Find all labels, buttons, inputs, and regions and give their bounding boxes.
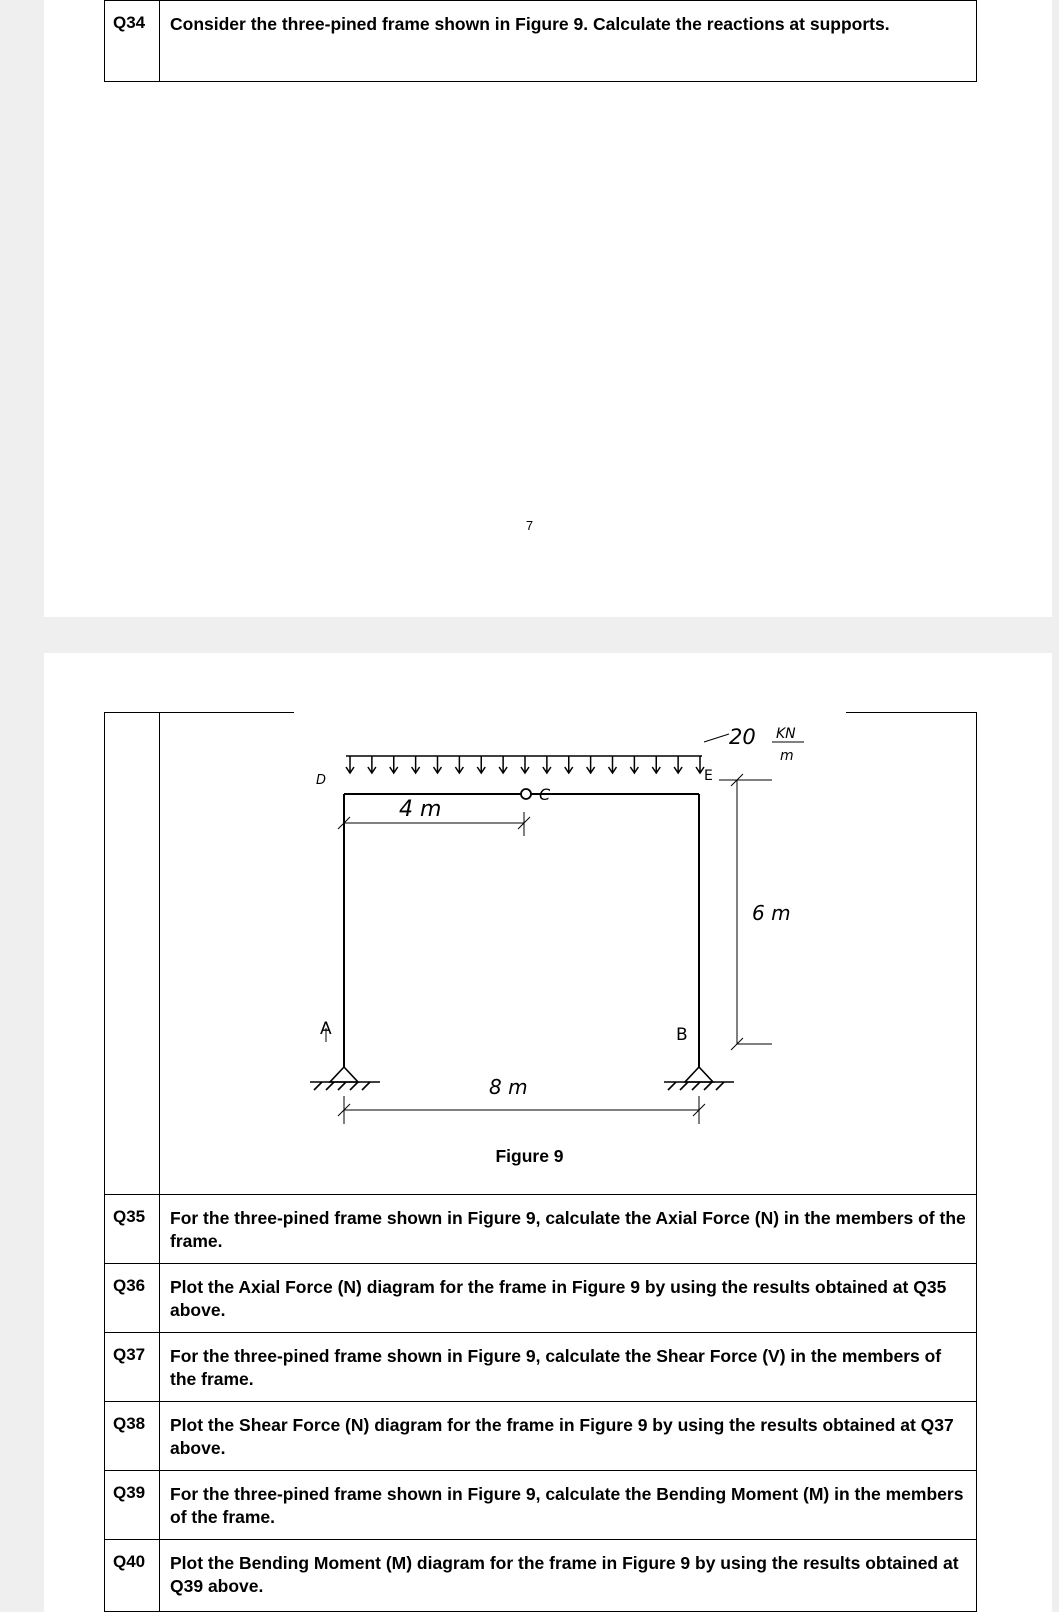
- dimension-4m-label: 4 m: [399, 797, 442, 822]
- question-text: For the three-pined frame shown in Figure 9, calculate the Shear Force (V) in the members of the frame.: [170, 1346, 942, 1389]
- question-number: Q34: [105, 1, 160, 81]
- question-row-q37: [104, 1332, 977, 1402]
- node-a-label: A: [320, 1019, 332, 1039]
- pin-support-a-icon: [310, 1067, 380, 1090]
- hinge-c-icon: [521, 789, 531, 799]
- question-number: Q35: [105, 1195, 160, 1263]
- question-row-q39: [104, 1470, 977, 1540]
- load-unit-top: KN: [776, 726, 796, 742]
- question-row-q35: [104, 1194, 977, 1264]
- question-number: Q37: [105, 1333, 160, 1401]
- question-row-q34: [104, 0, 977, 82]
- node-c-label: C: [539, 785, 551, 804]
- question-text: Plot the Axial Force (N) diagram for the frame in Figure 9 by using the results obtained at Q35 above.: [170, 1277, 947, 1320]
- question-row-q40: [104, 1539, 977, 1612]
- load-unit-bottom: m: [780, 748, 794, 764]
- dimension-6m-label: 6 m: [752, 901, 791, 925]
- question-row-q36: [104, 1263, 977, 1333]
- question-number: Q38: [105, 1402, 160, 1470]
- question-text: Plot the Bending Moment (M) diagram for the frame in Figure 9 by using the results obtained at Q39 above.: [170, 1553, 959, 1596]
- figure-caption: Figure 9: [495, 1146, 564, 1166]
- pin-support-b-icon: [664, 1067, 734, 1090]
- distributed-load-icon: [346, 756, 704, 773]
- node-d-label: D: [316, 773, 327, 788]
- load-label: [704, 725, 804, 764]
- question-text: Plot the Shear Force (N) diagram for the frame in Figure 9 by using the results obtained at Q37 above.: [170, 1415, 954, 1458]
- page-number: 7: [525, 518, 534, 533]
- dimension-8m-label: 8 m: [489, 1075, 528, 1099]
- question-text: For the three-pined frame shown in Figure 9, calculate the Axial Force (N) in the members of the frame.: [170, 1208, 966, 1251]
- question-number: Q39: [105, 1471, 160, 1539]
- node-e-label: E: [704, 768, 713, 784]
- question-number: Q36: [105, 1264, 160, 1332]
- figure-9-frame-diagram: [104, 712, 977, 1194]
- node-b-label: B: [676, 1025, 688, 1045]
- question-text: For the three-pined frame shown in Figure 9, calculate the Bending Moment (M) in the members of the frame.: [170, 1484, 964, 1527]
- frame-members: [344, 794, 699, 1067]
- question-number: Q40: [105, 1540, 160, 1611]
- question-row-q38: [104, 1401, 977, 1471]
- question-text: Consider the three-pined frame shown in Figure 9. Calculate the reactions at supports.: [170, 14, 890, 34]
- load-value: 20: [729, 725, 756, 749]
